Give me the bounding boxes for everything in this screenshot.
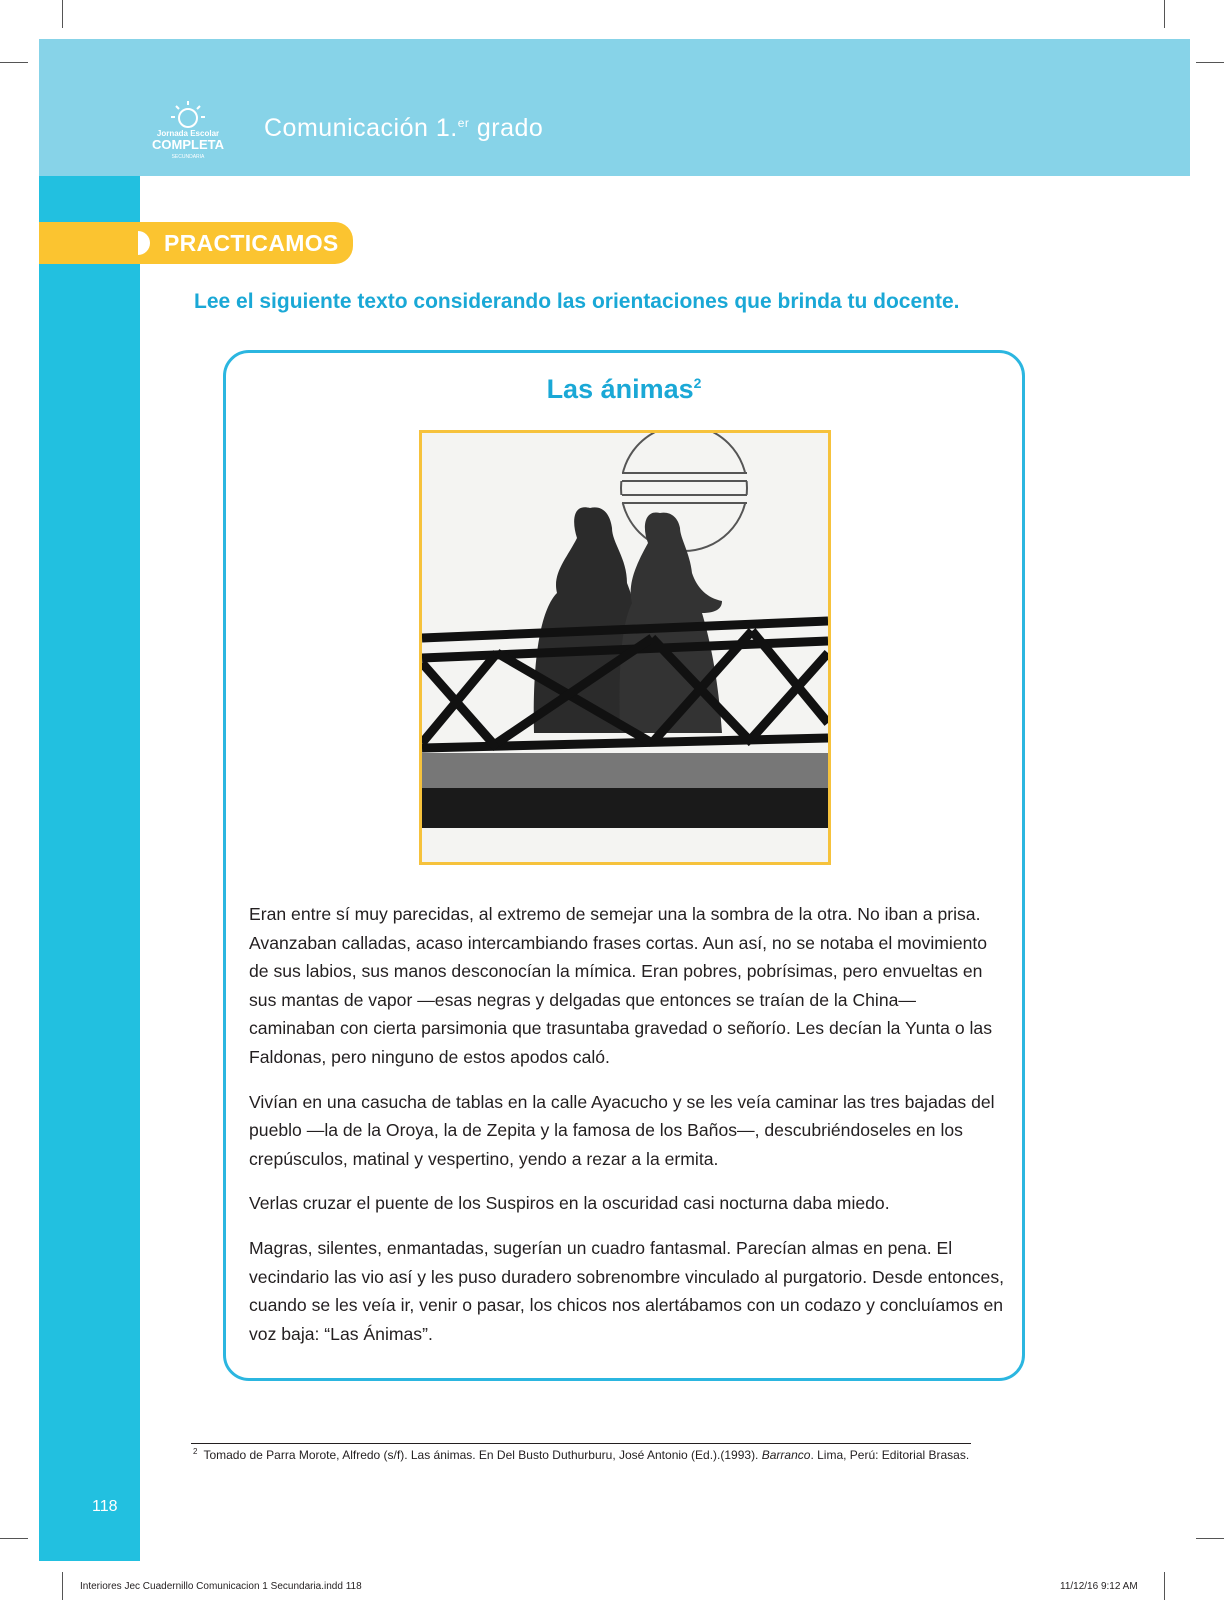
crop-mark [1196,62,1224,63]
section-label: PRACTICAMOS [164,230,339,256]
footnote [193,1447,969,1462]
story-paragraph: Vivían en una casucha de tablas en la calle Ayacucho y se les veía caminar las tres bajadas del pueblo —la de la Oroya, la de Zepita y la famosa de los Baños—, descubriéndoseles en los crepúsculos, matinal y vespertino, yendo a rezar a la ermita. [249,1091,995,1169]
print-slug-file: Interiores Jec Cuadernillo Comunicacion 1 Secundaria.indd 118 [80,1581,362,1592]
footnote-book-title: Barranco [761,1448,811,1462]
footnote-number: 2 [193,1447,198,1456]
footnote-text: Tomado de Parra Morote, Alfredo (s/f). Las ánimas. En Del Busto Duthurburu, José Antonio (Ed.).(1993). [203,1448,762,1462]
crop-mark [1164,1572,1165,1600]
instruction-text: Lee el siguiente texto considerando las orientaciones que brinda tu docente. [194,290,960,313]
crop-mark [62,1572,63,1600]
page-number: 118 [92,1498,118,1515]
crop-mark [1164,0,1165,28]
crop-mark [62,0,63,28]
crop-mark [0,1538,28,1539]
reading-title [0,374,1224,405]
subject-name: Comunicación 1. [264,114,458,142]
footnote-divider [191,1443,971,1444]
section-tab [39,222,353,264]
footnote-text-end: . Lima, Perú: Editorial Brasas. [810,1448,970,1462]
footnote-ref: 2 [693,375,702,391]
reading-title-text: Las ánimas [546,374,694,404]
grade-word: grado [469,114,544,142]
logo-bottom-text: SECUNDARIA [171,154,205,160]
logo-top-text: Jornada Escolar [156,129,220,138]
story-paragraph: Eran entre sí muy parecidas, al extremo de semejar una la sombra de la otra. No iban a prisa. Avanzaban calladas, acaso intercambiando frases cortas. Aun así, no se notaba el movimiento de sus labios, sus manos desconocían la mímica. Eran pobres, pobrísimas, pero envueltas en sus mantas de vapor —esas negras y delgadas que entonces se traían de la China— caminaban con cierta parsimonia que trasuntaba gravedad o señorío. Les decían la Yunta o las Faldonas, pero ninguno de estos apodos caló. [249,904,993,1067]
crop-mark [0,62,28,63]
subject-title [264,114,543,143]
logo-main-text: COMPLETA [152,137,224,152]
half-circle-icon [138,231,150,255]
story-text [249,900,1004,1364]
crop-mark [1196,1538,1224,1539]
story-paragraph: Verlas cruzar el puente de los Suspiros en la oscuridad casi nocturna daba miedo. [249,1193,890,1214]
jornada-escolar-completa-logo [140,98,236,164]
grade-ordinal: er [457,116,470,130]
two-cloaked-women-on-bridge-image [419,430,831,865]
story-paragraph: Magras, silentes, enmantadas, sugerían un cuadro fantasmal. Parecían almas en pena. El vecindario las vio así y les puso duradero sobrenombre vinculado al purgatorio. Desde entonces, cuando se les veía ir, venir o pasar, los chicos nos alertábamos con un codazo y concluíamos en voz baja: “Las Ánimas”. [249,1237,1005,1344]
print-slug-date: 11/12/16 9:12 AM [1060,1581,1138,1592]
